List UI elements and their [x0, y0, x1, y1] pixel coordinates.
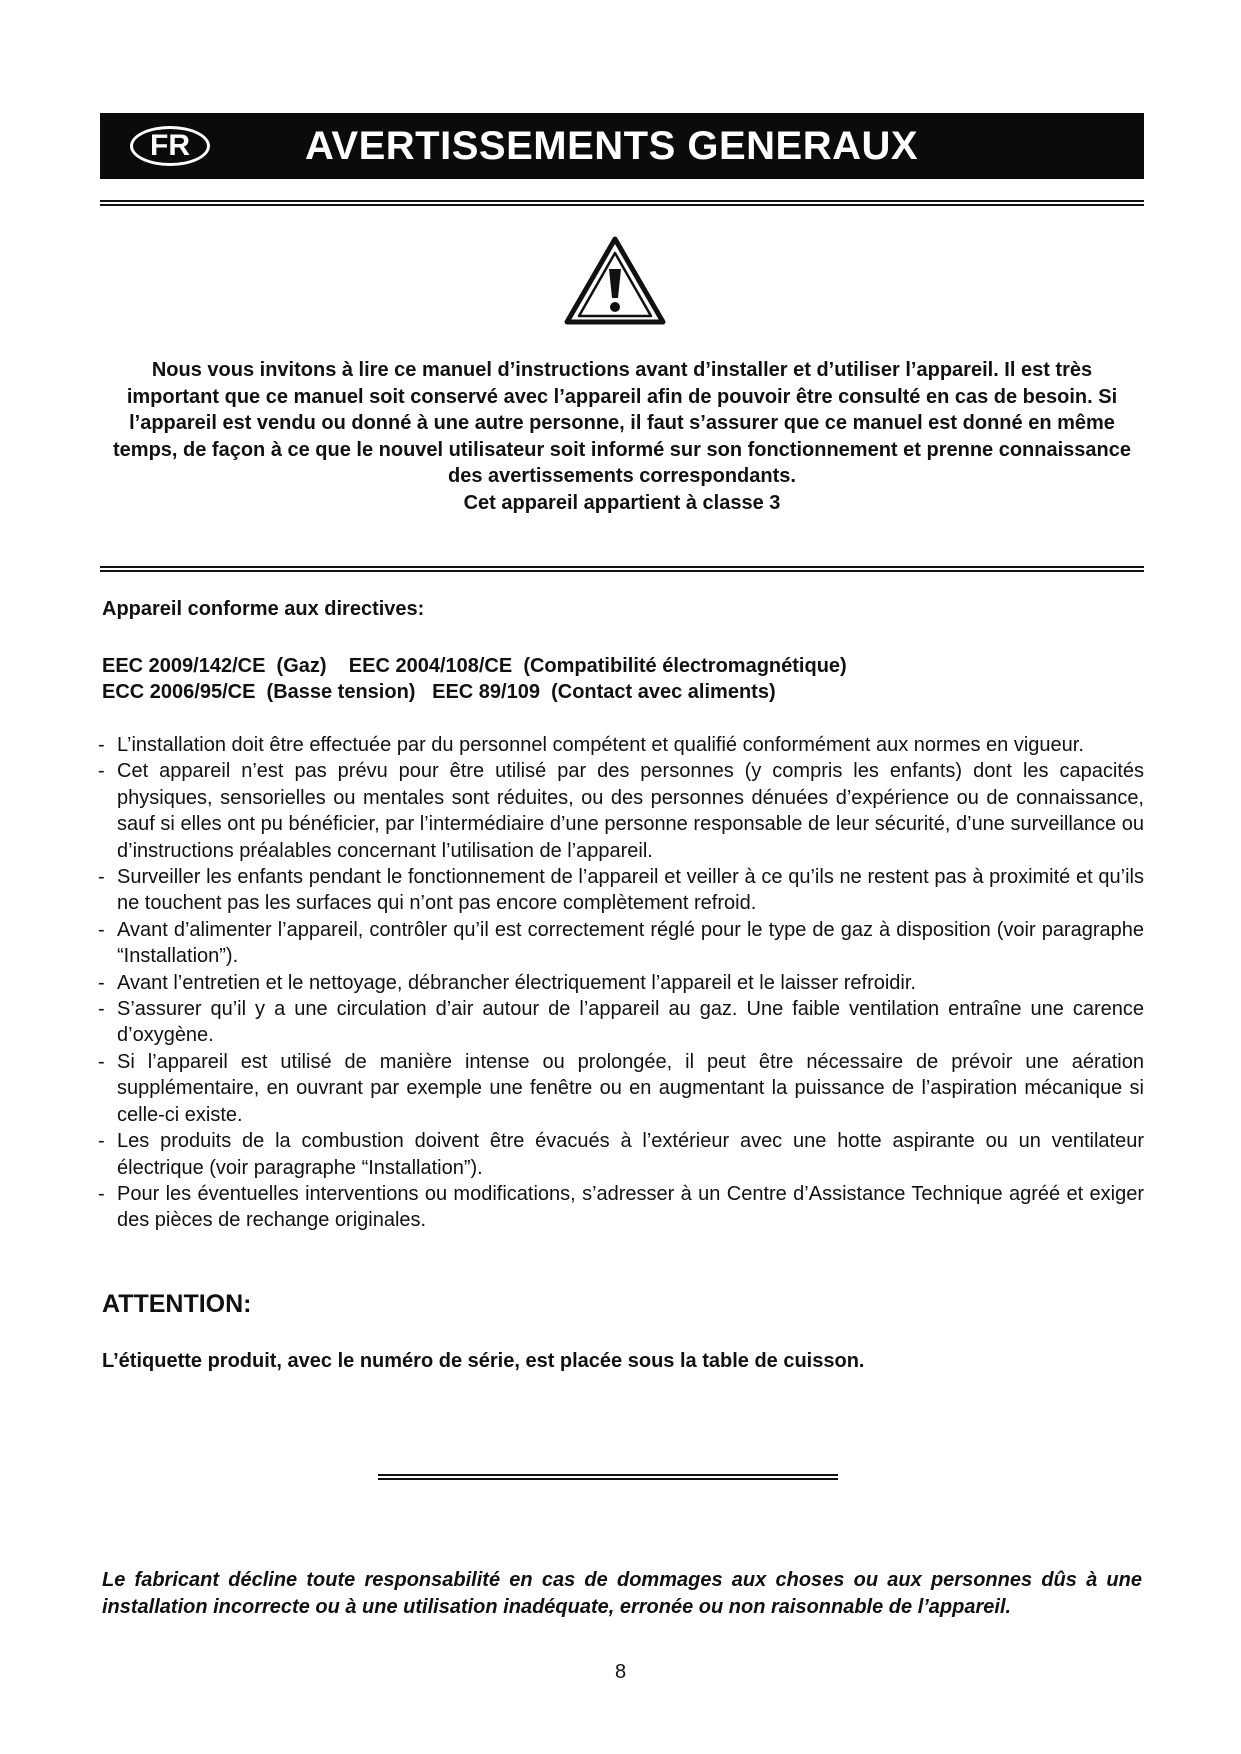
list-item — [98, 917, 1144, 970]
liability-disclaimer: Le fabricant décline toute responsabilité en cas de dommages aux choses ou aux personnes dûs à une installation incorrecte ou à une utilisation inadéquate, erronée ou non raisonnable de l’appareil. — [102, 1569, 1142, 1618]
directives-list — [102, 653, 847, 705]
list-item — [98, 970, 1144, 996]
list-item-text: Si l’appareil est utilisé de manière intense ou prolongée, il peut être nécessaire de prévoir une aération supplémentaire, en ouvrant par exemple une fenêtre ou en augmentant la puissance de l’aspiration mécanique si celle-ci existe. — [117, 1050, 1144, 1126]
list-item — [98, 864, 1144, 917]
language-badge: FR — [130, 126, 210, 166]
list-item-text: S’assurer qu’il y a une circulation d’air autour de l’appareil au gaz. Une faible ventilation entraîne une carence d’oxygène. — [117, 998, 1144, 1047]
warning-icon — [564, 236, 666, 326]
list-item — [98, 996, 1144, 1049]
list-item-text: Les produits de la combustion doivent être évacués à l’extérieur avec une hotte aspirante ou un ventilateur électrique (voir paragraphe “Installation”). — [117, 1130, 1144, 1179]
bullet-dash: - — [98, 971, 105, 994]
directives-line-1: EEC 2009/142/CE (Gaz) EEC 2004/108/CE (Compatibilité électromagnétique) — [102, 655, 847, 677]
bullet-dash: - — [98, 1182, 105, 1205]
bullet-dash: - — [98, 866, 105, 889]
attention-heading: ATTENTION: — [102, 1290, 252, 1318]
list-item-text: Surveiller les enfants pendant le fonctionnement de l’appareil et veiller à ce qu’ils ne restent pas à proximité et qu’ils ne touchent pas les surfaces qui n’ont pas encore complètement refroid. — [117, 866, 1144, 915]
divider-short — [378, 1474, 838, 1480]
page-title: AVERTISSEMENTS GENERAUX — [305, 124, 919, 168]
list-item-text: Pour les éventuelles interventions ou modifications, s’adresser à un Centre d’Assistance Technique agréé et exiger des pièces de rechange originales. — [117, 1182, 1144, 1232]
bullet-dash: - — [98, 760, 105, 783]
header-banner — [100, 113, 1144, 179]
intro-block — [110, 357, 1134, 516]
list-item-text: L’installation doit être effectuée par du personnel compétent et qualifié conformément aux normes en vigueur. — [117, 734, 1084, 756]
list-item — [98, 1181, 1144, 1234]
list-item-text: Cet appareil n’est pas prévu pour être utilisé par des personnes (y compris les enfants) dont les capacités physiques, sensorielles ou mentales sont réduites, ou des personnes dénuées d’expérience ou de connaissance, sauf si elles ont pu bénéficier, par l’intermédiaire d’une personne responsable de leur sécurité, d’une surveillance ou d’instructions préalables concernant l’utilisation de l’appareil. — [117, 760, 1144, 862]
directives-heading: Appareil conforme aux directives: — [102, 598, 425, 620]
divider-middle — [100, 566, 1144, 572]
list-item-text: Avant l’entretien et le nettoyage, débrancher électriquement l’appareil et le laisser refroidir. — [117, 971, 916, 994]
list-item — [98, 758, 1144, 864]
bullet-dash: - — [98, 918, 105, 941]
divider-top — [100, 200, 1144, 206]
safety-warnings-list — [98, 732, 1144, 1234]
list-item — [98, 732, 1144, 758]
bullet-dash: - — [98, 998, 105, 1021]
appliance-class-line: Cet appareil appartient à classe 3 — [463, 491, 781, 514]
bullet-dash: - — [98, 734, 105, 756]
bullet-dash: - — [98, 1130, 105, 1153]
directives-line-2: ECC 2006/95/CE (Basse tension) EEC 89/109 (Contact avec aliments) — [102, 681, 776, 703]
attention-note: L’étiquette produit, avec le numéro de série, est placée sous la table de cuisson. — [102, 1350, 865, 1372]
intro-paragraph: Nous vous invitons à lire ce manuel d’instructions avant d’installer et d’utiliser l’appareil. Il est très important que ce manuel soit conservé avec l’appareil afin de pouvoir être consulté en cas de besoin. Si l’appareil est vendu ou donné à une autre personne, il faut s’assurer que ce manuel est donné en même temps, de façon à ce que le nouvel utilisateur soit informé sur son fonctionnement et prenne connaissance des avertissements correspondants. — [113, 359, 1131, 487]
list-item-text: Avant d’alimenter l’appareil, contrôler qu’il est correctement réglé pour le type de gaz à disposition (voir paragraphe “Installation”). — [117, 918, 1144, 968]
list-item — [98, 1049, 1144, 1128]
bullet-dash: - — [98, 1050, 105, 1073]
list-item — [98, 1128, 1144, 1181]
page-number: 8 — [614, 1661, 627, 1683]
